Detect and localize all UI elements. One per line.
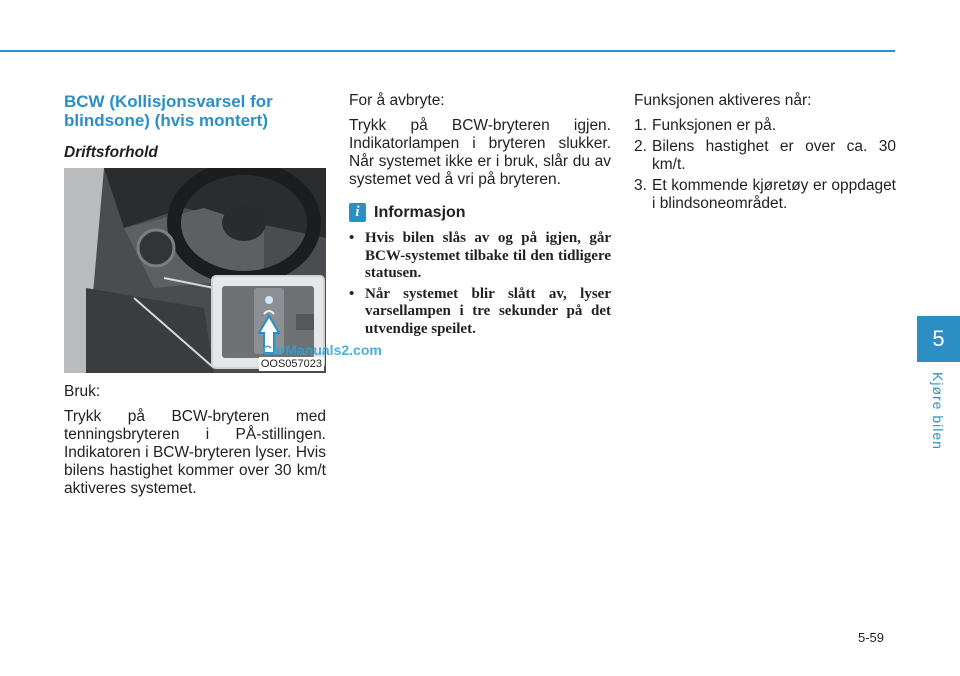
watermark: CarManuals2.com — [262, 342, 382, 358]
section-heading: BCW (Kollisjonsvarsel for blindsone) (hvis montert) — [64, 92, 273, 130]
page-number: 5-59 — [858, 630, 885, 645]
info-bullet: • Når systemet blir slått av, lyser varsellampen i tre sekunder på det utvendige speilet. — [349, 286, 611, 339]
activation-title: Funksjonen aktiveres når: — [634, 92, 812, 109]
step-text: Funksjonen er på. — [652, 117, 777, 134]
top-rule — [0, 50, 895, 52]
column-1 — [64, 92, 326, 505]
usage-text: Trykk på BCW-bryteren med tenningsbryteren i PÅ-stillingen. Indikatoren i BCW-bryteren lyser. Hvis bilens hastighet kommer over 30 km/t aktiveres systemet. — [64, 408, 326, 497]
info-title: Informasjon — [374, 203, 466, 221]
activation-step — [634, 177, 896, 213]
usage-title: Bruk: — [64, 383, 101, 400]
info-bullets — [349, 230, 611, 338]
activation-step — [634, 117, 896, 135]
cancel-title: For å avbryte: — [349, 92, 445, 109]
figure-code: OOS057023 — [260, 358, 322, 370]
column-3 — [634, 92, 896, 216]
step-text: Et kommende kjøretøy er oppdaget i blindsoneområdet. — [652, 177, 896, 212]
activation-step — [634, 138, 896, 174]
column-2 — [349, 92, 611, 341]
step-text: Bilens hastighet er over ca. 30 km/t. — [652, 138, 896, 173]
activation-steps — [634, 117, 896, 213]
section-subheading: Driftsforhold — [64, 144, 158, 161]
chapter-name: Kjøre bilen — [930, 372, 946, 450]
info-icon: i — [349, 203, 366, 222]
info-bullet: • Hvis bilen slås av og på igjen, går BCW-systemet tilbake til den tidligere statusen. — [349, 230, 611, 283]
cancel-text: Trykk på BCW-bryteren igjen. Indikatorlampen i bryteren slukker. Når systemet ikke er i bruk, slår du av systemet ved å vri på bryteren. — [349, 117, 611, 188]
info-header — [349, 203, 611, 222]
step-number: 1. — [634, 117, 647, 134]
chapter-number-tab: 5 — [917, 316, 960, 362]
step-number: 3. — [634, 177, 647, 194]
step-number: 2. — [634, 138, 647, 155]
